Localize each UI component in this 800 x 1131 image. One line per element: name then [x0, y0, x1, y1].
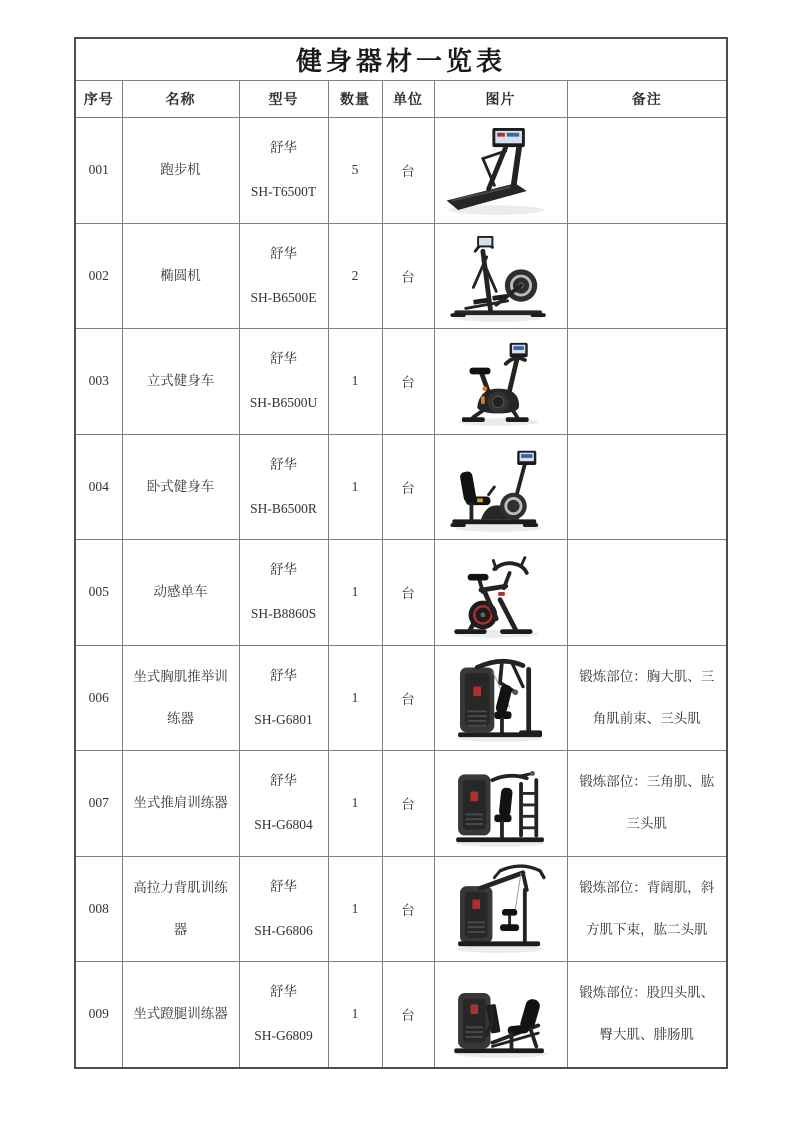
cell-no: 007 — [75, 751, 122, 857]
cell-qty: 1 — [328, 962, 382, 1068]
cell-unit: 台 — [382, 329, 434, 435]
cell-name: 跑步机 — [160, 162, 201, 178]
leg-press-machine-image — [435, 963, 566, 1065]
cell-name: 坐式胸肌推举训练器 — [133, 668, 228, 726]
chest-press-machine-image — [435, 647, 566, 749]
cell-model — [239, 751, 328, 857]
cell-unit: 台 — [382, 540, 434, 646]
cell-unit: 台 — [382, 434, 434, 540]
model-text: SH-G6806 — [254, 922, 313, 938]
model-text: SH-G6809 — [254, 1028, 313, 1044]
table-row — [75, 856, 727, 962]
cell-name: 卧式健身车 — [146, 478, 215, 494]
brand-text: 舒华 — [270, 562, 297, 578]
cell-model — [239, 540, 328, 646]
page-title: 健身器材一览表 — [296, 47, 507, 76]
cell-unit: 台 — [382, 645, 434, 751]
treadmill-image — [435, 119, 566, 221]
cell-qty: 1 — [328, 645, 382, 751]
upright-bike-image — [435, 330, 566, 432]
cell-remark: 锻炼部位：三角肌、肱三头肌 — [579, 774, 715, 832]
cell-unit: 台 — [382, 118, 434, 224]
brand-text: 舒华 — [270, 351, 297, 367]
cell-qty: 5 — [328, 118, 382, 224]
cell-qty: 2 — [328, 223, 382, 329]
cell-no: 008 — [75, 856, 122, 962]
cell-no: 009 — [75, 962, 122, 1068]
brand-text: 舒华 — [270, 667, 297, 683]
cell-no: 004 — [75, 434, 122, 540]
cell-qty: 1 — [328, 540, 382, 646]
table-row — [75, 751, 727, 857]
cell-unit: 台 — [382, 751, 434, 857]
model-text: SH-B6500E — [250, 289, 317, 305]
table-row — [75, 645, 727, 751]
brand-text: 舒华 — [270, 878, 297, 894]
cell-remark: 锻炼部位：背阔肌，斜方肌下束，肱二头肌 — [579, 879, 715, 937]
cell-unit: 台 — [382, 223, 434, 329]
cell-model — [239, 856, 328, 962]
col-header-qty: 数量 — [328, 81, 382, 118]
cell-model — [239, 645, 328, 751]
brand-text: 舒华 — [270, 245, 297, 261]
elliptical-image — [435, 225, 566, 327]
cell-model — [239, 118, 328, 224]
table-row — [75, 223, 727, 329]
brand-text: 舒华 — [270, 456, 297, 472]
cell-model — [239, 962, 328, 1068]
cell-qty: 1 — [328, 329, 382, 435]
cell-no: 002 — [75, 223, 122, 329]
cell-qty: 1 — [328, 751, 382, 857]
cell-model — [239, 434, 328, 540]
cell-qty: 1 — [328, 434, 382, 540]
header-row — [75, 81, 727, 118]
cell-name: 动感单车 — [153, 584, 208, 600]
col-header-image: 图片 — [434, 81, 567, 118]
model-text: SH-G6804 — [254, 817, 313, 833]
cell-no: 001 — [75, 118, 122, 224]
equipment-table — [74, 37, 728, 1069]
cell-unit: 台 — [382, 856, 434, 962]
col-header-unit: 单位 — [382, 81, 434, 118]
brand-text: 舒华 — [270, 140, 297, 156]
cell-model — [239, 329, 328, 435]
col-header-model: 型号 — [239, 81, 328, 118]
cell-model — [239, 223, 328, 329]
table-row — [75, 434, 727, 540]
cell-unit: 台 — [382, 962, 434, 1068]
cell-remark: 锻炼部位：胸大肌、三角肌前束、三头肌 — [579, 668, 715, 726]
brand-text: 舒华 — [270, 773, 297, 789]
model-text: SH-B8860S — [250, 606, 317, 622]
recumbent-bike-image — [435, 436, 566, 538]
brand-text: 舒华 — [270, 984, 297, 1000]
model-text: SH-G6801 — [254, 711, 313, 727]
cell-name: 坐式蹬腿训练器 — [133, 1006, 228, 1022]
model-text: SH-T6500T — [250, 184, 317, 200]
cell-no: 005 — [75, 540, 122, 646]
cell-remark: 锻炼部位：股四头肌、臀大肌、腓肠肌 — [579, 985, 715, 1043]
table-row — [75, 962, 727, 1068]
cell-no: 003 — [75, 329, 122, 435]
cell-name: 立式健身车 — [146, 373, 215, 389]
table-row — [75, 118, 727, 224]
model-text: SH-B6500R — [250, 500, 317, 516]
table-row — [75, 540, 727, 646]
cell-name: 坐式推肩训练器 — [133, 795, 228, 811]
col-header-name: 名称 — [122, 81, 239, 118]
cell-no: 006 — [75, 645, 122, 751]
col-header-remark: 备注 — [567, 81, 727, 118]
lat-pulldown-machine-image — [435, 858, 566, 960]
cell-name: 高拉力背肌训练器 — [133, 879, 228, 937]
cell-qty: 1 — [328, 856, 382, 962]
title-row — [75, 38, 727, 81]
table-row — [75, 329, 727, 435]
col-header-no: 序号 — [75, 81, 122, 118]
spin-bike-image — [435, 541, 566, 643]
cell-name: 椭圆机 — [160, 267, 201, 283]
model-text: SH-B6500U — [249, 395, 318, 411]
shoulder-press-machine-image — [435, 752, 566, 854]
